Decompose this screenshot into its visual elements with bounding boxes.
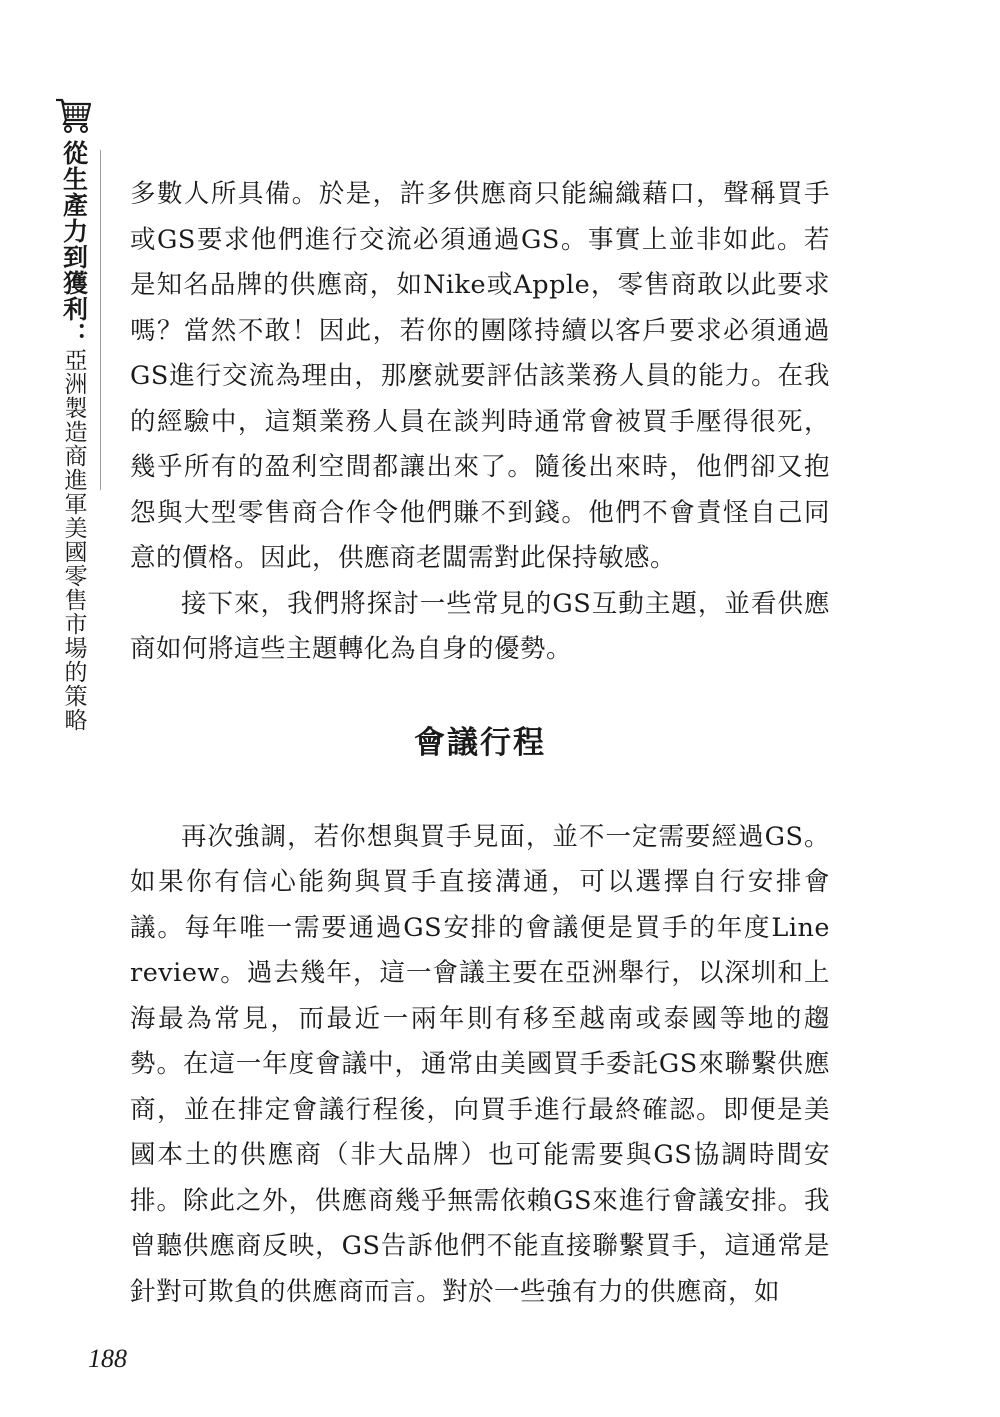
book-title-main: 從生產力到獲利： [59,140,89,348]
sidebar-divider [100,150,101,490]
shopping-cart-icon [54,92,94,134]
section-heading: 會議行程 [414,724,546,761]
body-paragraph: 再次強調，若你想與買手見面，並不一定需要經過GS。如果你有信心能夠與買手直接溝通，可以選擇自行安排會議。每年唯一需要通過GS安排的會議便是買手的年度Line review。過去幾年，這一會議主要在亞洲舉行，以深圳和上海最為常見，而最近一兩年則有移至越南或泰國等地的趨勢。在這一年度會議中，通常由美國買手委託GS來聯繫供應商，並在排定會議行程後，向買手進行最終確認。即便是美國本土的供應商（非大品牌）也可能需要與GS協調時間安排。除此之外，供應商幾乎無需依賴GS來進行會議安排。我曾聽供應商反映，GS告訴他們不能直接聯繫買手，這通常是針對可欺負的供應商而言。對於一些強有力的供應商，如 [130,821,830,1307]
page-number: 188 [88,1344,127,1373]
body-paragraph: 多數人所具備。於是，許多供應商只能編織藉口，聲稱買手或GS要求他們進行交流必須通過GS。事實上並非如此。若是知名品牌的供應商，如Nike或Apple，零售商敢以此要求嗎？當然不敢！因此，若你的團隊持續以客戶要求必須通過GS進行交流為理由，那麼就要評估該業務人員的能力。在我的經驗中，這類業務人員在談判時通常會被買手壓得很死，幾乎所有的盈利空間都讓出來了。隨後出來時，他們卻又抱怨與大型零售商合作令他們賺不到錢。他們不會責怪自己同意的價格。因此，供應商老闆需對此保持敏感。 [130,179,830,573]
book-title [59,140,89,732]
book-title-subtitle: 亞洲製造商進軍美國零售市場的策略 [60,348,87,732]
page-content [130,172,830,1315]
body-paragraph: 接下來，我們將探討一些常見的GS互動主題，並看供應商如何將這些主題轉化為自身的優勢。 [130,588,830,664]
book-title-sidebar [54,92,94,772]
